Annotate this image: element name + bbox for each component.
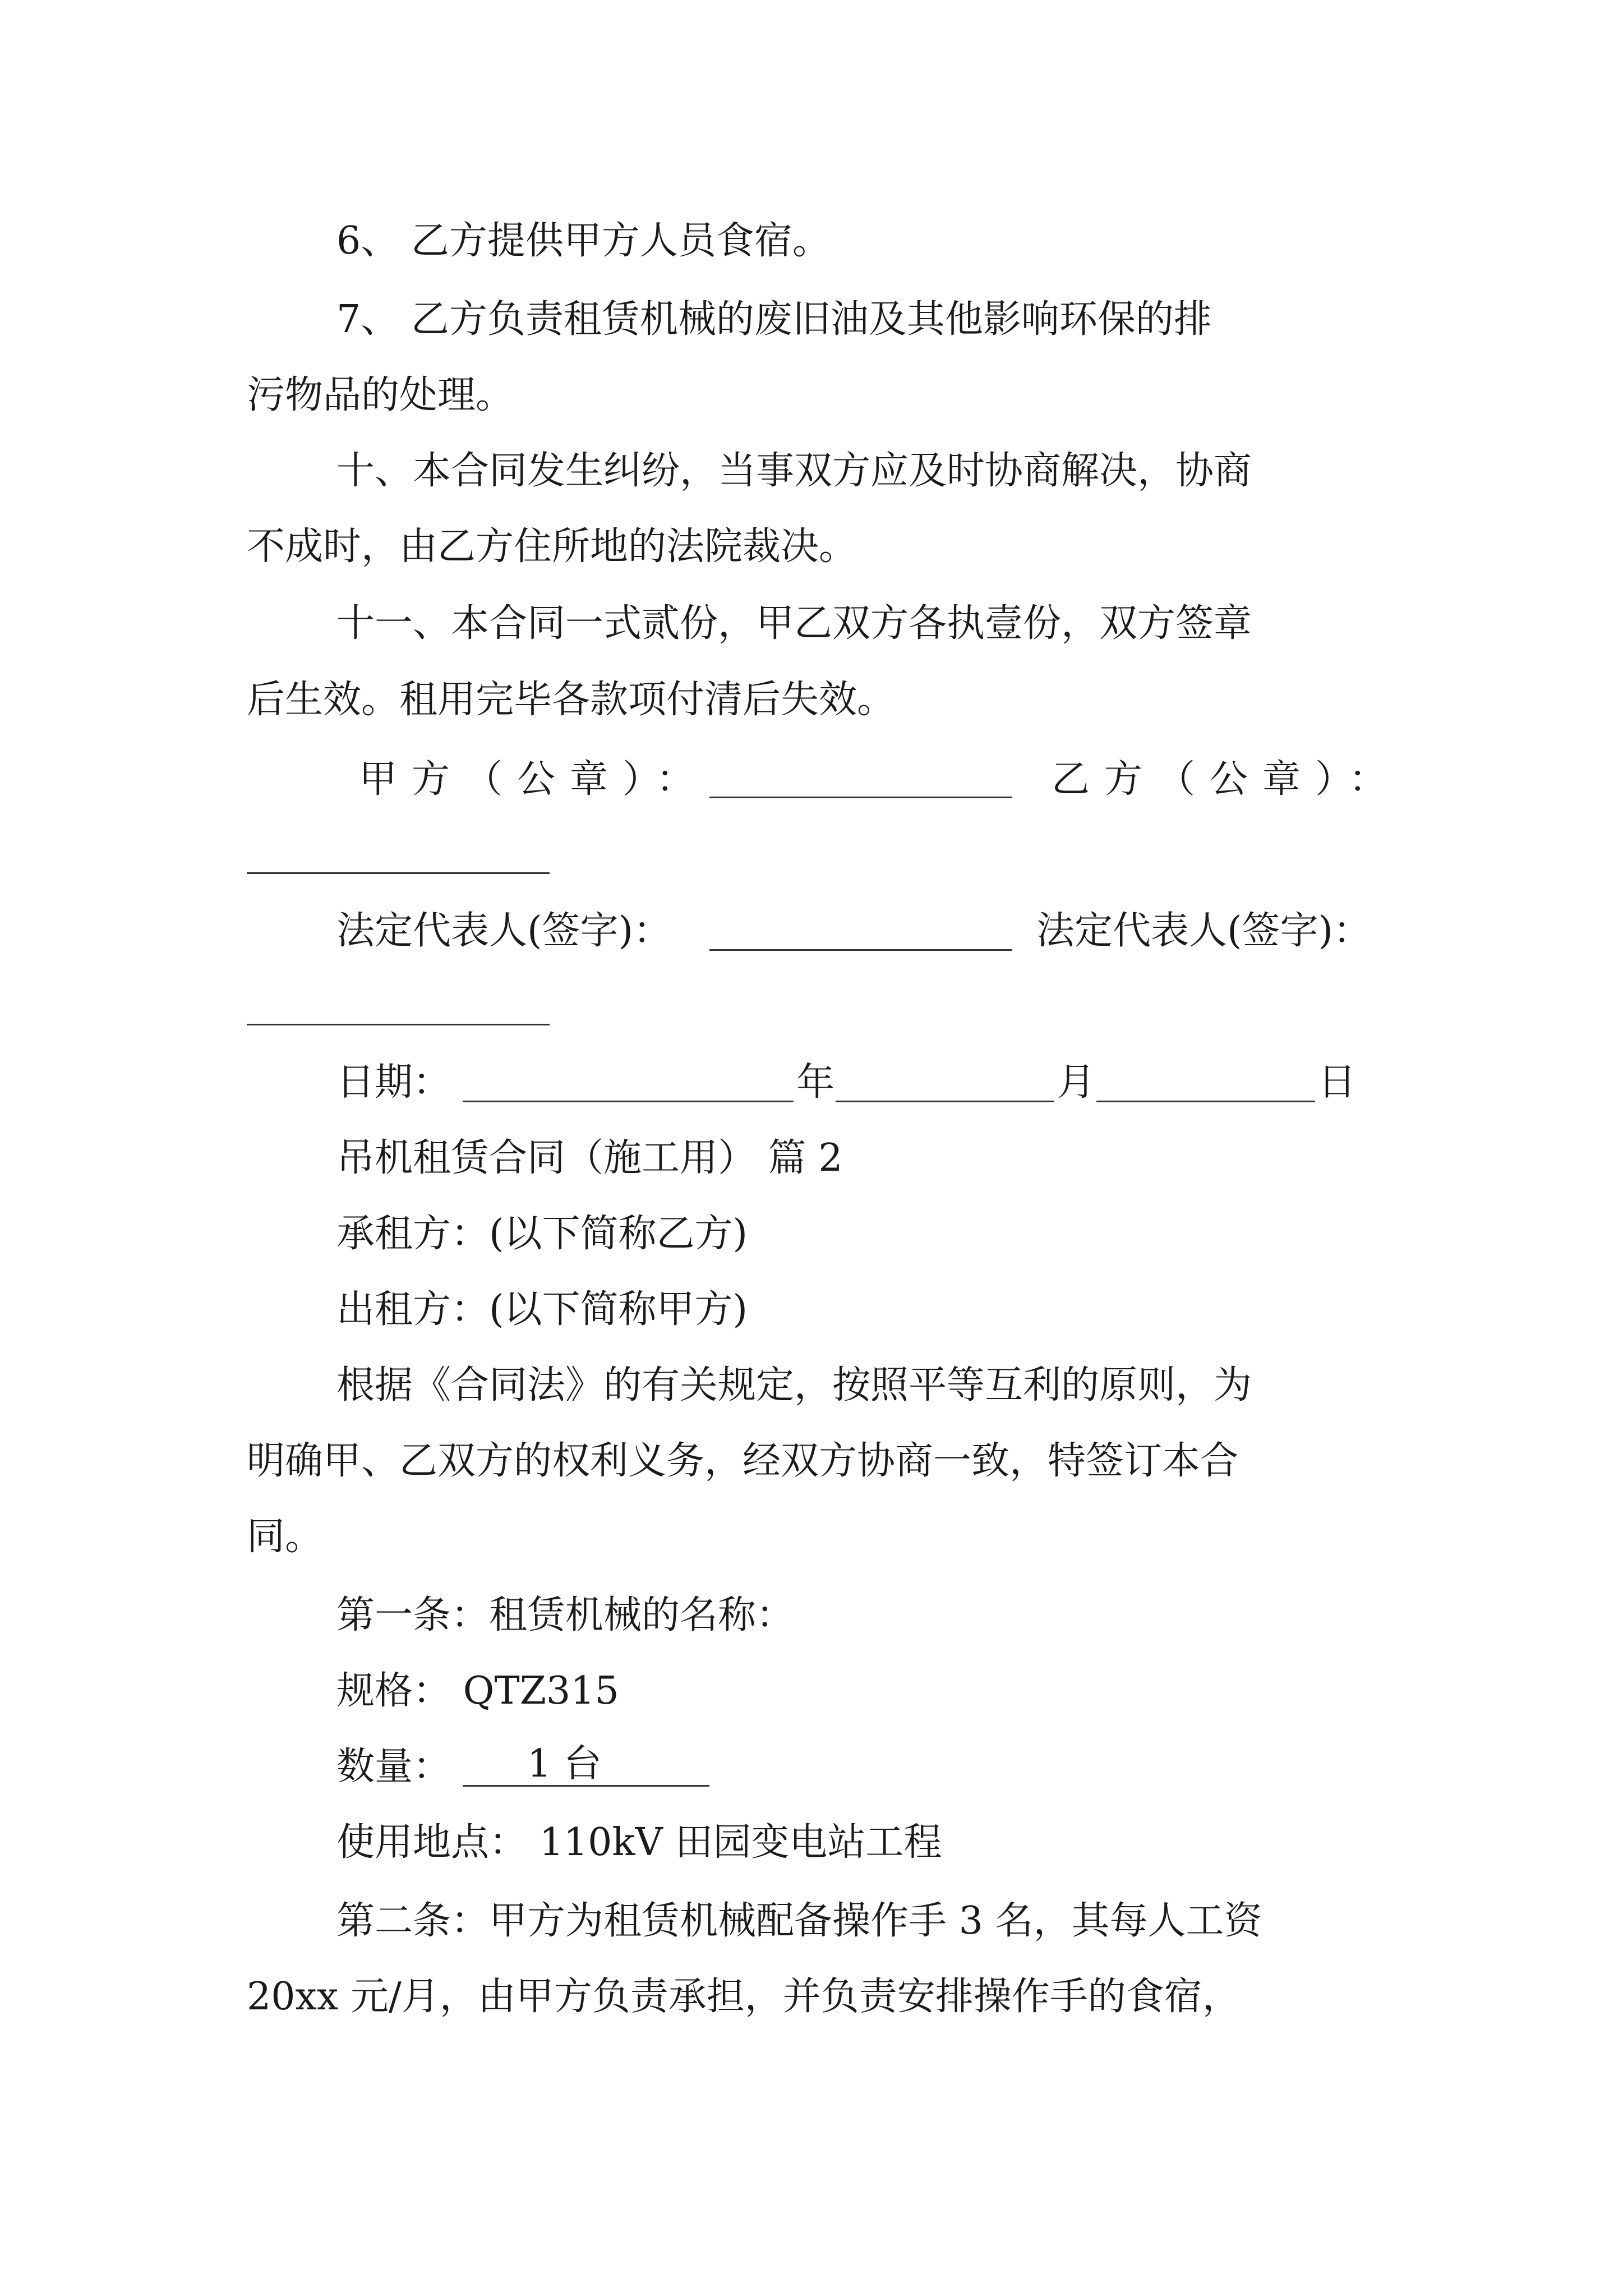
clause-10-line2: 不成时，由乙方住所地的法院裁决。 xyxy=(247,524,857,569)
section-title: 吊机租赁合同（施工用） 篇 2 xyxy=(336,1136,843,1180)
lessor-line: 出租方：(以下简称甲方) xyxy=(336,1287,748,1332)
party-a-rep-label: 法定代表人(签字)： xyxy=(336,909,672,953)
clause-7-line1: 7、 乙方负责租赁机械的废旧油及其他影响环保的排 xyxy=(336,297,1212,342)
party-b-seal-row xyxy=(1052,752,1401,808)
date-year-label: 年 xyxy=(796,1060,835,1105)
article-2-line2: 20xx 元/月，由甲方负责承担，并负责安排操作手的食宿， xyxy=(247,1975,1241,2019)
party-b-seal-label: 乙方（公章）： xyxy=(1052,757,1402,802)
date-day-label: 日 xyxy=(1318,1060,1357,1105)
clause-10-line1: 十、本合同发生纠纷，当事双方应及时协商解决，协商 xyxy=(336,449,1252,493)
lessee-line: 承租方：(以下简称乙方) xyxy=(336,1212,748,1256)
party-b-rep-label: 法定代表人(签字)： xyxy=(1036,909,1372,953)
preamble-line1: 根据《合同法》的有关规定，按照平等互利的原则，为 xyxy=(336,1363,1252,1407)
party-b-seal-blank xyxy=(247,872,550,874)
quantity-value: 1 台 xyxy=(527,1742,602,1786)
party-a-seal-row xyxy=(359,752,709,808)
party-a-rep-blank xyxy=(709,949,1012,951)
clause-11-line1: 十一、本合同一式贰份，甲乙双方各执壹份，双方签章 xyxy=(336,601,1252,646)
quantity-label: 数量： xyxy=(336,1745,451,1789)
preamble-line3: 同。 xyxy=(247,1515,324,1559)
party-a-seal-label: 甲方（公章）： xyxy=(359,757,709,802)
clause-6: 6、 乙方提供甲方人员食宿。 xyxy=(336,219,831,263)
location-line: 使用地点： 110kV 田园变电站工程 xyxy=(336,1820,942,1865)
preamble-line2: 明确甲、乙双方的权利义务，经双方协商一致，特签订本合 xyxy=(247,1439,1239,1483)
date-month-blank xyxy=(836,1101,1054,1102)
spec-line: 规格： QTZ315 xyxy=(336,1669,619,1713)
party-b-rep-blank xyxy=(247,1024,550,1025)
date-day-blank xyxy=(1096,1101,1315,1102)
date-label: 日期： xyxy=(336,1060,451,1105)
article-2-line1: 第二条：甲方为租赁机械配备操作手 3 名，其每人工资 xyxy=(336,1899,1262,1943)
date-month-label: 月 xyxy=(1057,1060,1096,1105)
article-1-title: 第一条：租赁机械的名称： xyxy=(336,1593,795,1637)
clause-7-line2: 污物品的处理。 xyxy=(247,373,514,417)
party-a-seal-blank xyxy=(709,797,1012,798)
clause-11-line2: 后生效。租用完毕各款项付清后失效。 xyxy=(247,678,896,722)
date-year-blank xyxy=(463,1101,794,1102)
